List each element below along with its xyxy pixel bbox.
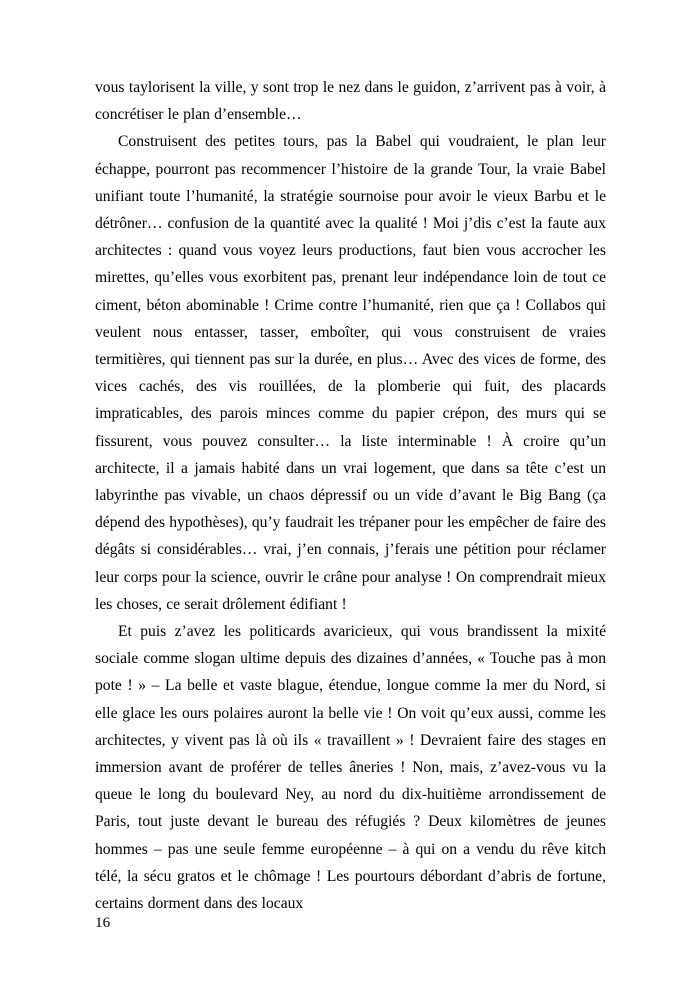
page-number: 16: [95, 914, 111, 931]
page-text-body: [95, 74, 606, 917]
paragraph-et-puis: Et puis z’avez les politicards avaricieux, qui vous brandissent la mixité sociale comme slogan ultime depuis des dizaines d’années, « Touche pas à mon pote ! » – La belle et vaste blague, étendue, longue comme la mer du Nord, si elle glace les ours polaires auront la belle vie ! On voit qu’eux aussi, comme les architectes, y vivent pas là où ils « travaillent » ! Devraient faire des stages en immersion avant de proférer de telles âneries ! Non, mais, z’avez-vous vu la queue le long du boulevard Ney, au nord du dix-huitième arrondissement de Paris, tout juste devant le bureau des réfugiés ? Deux kilomètres de jeunes hommes – pas une seule femme européenne – à qui on a vendu du rêve kitch télé, la sécu gratos et le chômage ! Les pourtours débordant d’abris de fortune, certains dorment dans des locaux: [95, 623, 606, 913]
paragraph-construisent: Construisent des petites tours, pas la Babel qui voudraient, le plan leur échappe, pourront pas recommencer l’histoire de la grande Tour, la vraie Babel unifiant toute l’humanité, la stratégie sournoise pour avoir le vieux Barbu et le détrôner… confusion de la quantité avec la qualité ! Moi j’dis c’est la faute aux architectes : quand vous voyez leurs productions, faut bien vous accrocher les mirettes, qu’elles vous exorbitent pas, prenant leur indépendance loin de tout ce ciment, béton abominable ! Crime contre l’humanité, rien que ça ! Collabos qui veulent nous entasser, tasser, emboîter, qui vous construisent de vraies termitières, qui tiennent pas sur la durée, en plus… Avec des vices de forme, des vices cachés, des vis rouillées, de la plomberie qui fuit, des placards impraticables, des parois minces comme du papier crépon, des murs qui se fissurent, vous pouvez consulter… la liste interminable ! À croire qu’un architecte, il a jamais habité dans un vrai logement, que dans sa tête c’est un labyrinthe pas vivable, un chaos dépressif ou un vide d’avant le Big Bang (ça dépend des hypothèses), qu’y faudrait les trépaner pour les empêcher de faire des dégâts si considérables… vrai, j’en connais, j’ferais une pétition pour réclamer leur corps pour la science, ouvrir le crâne pour analyse ! On comprendrait mieux les choses, ce serait drôlement édifiant !: [95, 133, 606, 613]
paragraph-continuation: vous taylorisent la ville, y sont trop le nez dans le guidon, z’arrivent pas à voir, à concrétiser le plan d’ensemble…: [95, 79, 606, 124]
